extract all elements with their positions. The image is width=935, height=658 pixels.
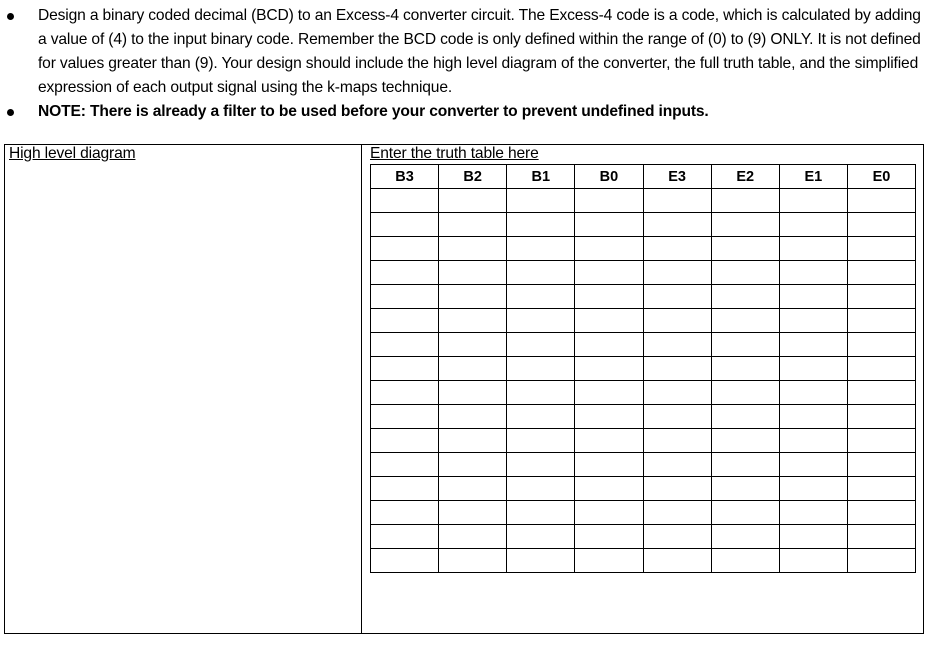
truth-table-cell-e3[interactable] [643, 261, 711, 285]
header-b0: B0 [575, 165, 643, 189]
bullet-dot-icon [7, 13, 14, 20]
truth-table-cell-b0[interactable] [575, 189, 643, 213]
truth-table-cell-b1[interactable] [507, 429, 575, 453]
truth-table-title: Enter the truth table here [370, 145, 539, 162]
truth-table-cell-e3[interactable] [643, 525, 711, 549]
bullet-dot-icon [7, 109, 14, 116]
truth-table-cell-b1[interactable] [507, 237, 575, 261]
truth-table-cell-e2[interactable] [711, 381, 779, 405]
truth-table-cell-b0[interactable] [575, 333, 643, 357]
truth-table-cell-e0[interactable] [847, 405, 915, 429]
truth-table-cell [362, 145, 924, 634]
truth-table-cell-b0[interactable] [575, 213, 643, 237]
truth-table-cell-e0[interactable] [847, 429, 915, 453]
truth-table-cell-e0[interactable] [847, 381, 915, 405]
truth-table-cell-b1[interactable] [507, 549, 575, 573]
truth-table-cell-e2[interactable] [711, 237, 779, 261]
truth-table [370, 164, 916, 573]
truth-table-cell-b0[interactable] [575, 357, 643, 381]
truth-table-cell-b2[interactable] [439, 237, 507, 261]
truth-table-cell-b0[interactable] [575, 453, 643, 477]
truth-table-cell-e0[interactable] [847, 501, 915, 525]
truth-table-cell-e0[interactable] [847, 477, 915, 501]
truth-table-cell-e2[interactable] [711, 285, 779, 309]
table-row [371, 525, 916, 549]
truth-table-cell-e0[interactable] [847, 525, 915, 549]
truth-table-cell-b3[interactable] [371, 453, 439, 477]
truth-table-cell-b2[interactable] [439, 285, 507, 309]
truth-table-cell-b1[interactable] [507, 309, 575, 333]
truth-table-cell-e0[interactable] [847, 453, 915, 477]
table-row [371, 261, 916, 285]
header-e0: E0 [847, 165, 915, 189]
header-e1: E1 [779, 165, 847, 189]
truth-table-cell-b3[interactable] [371, 285, 439, 309]
truth-table-cell-b0[interactable] [575, 405, 643, 429]
truth-table-cell-b0[interactable] [575, 309, 643, 333]
truth-table-cell-b2[interactable] [439, 453, 507, 477]
truth-table-cell-b2[interactable] [439, 429, 507, 453]
truth-table-cell-b3[interactable] [371, 357, 439, 381]
truth-table-cell-e0[interactable] [847, 237, 915, 261]
table-row [371, 429, 916, 453]
instruction-item-design [0, 4, 935, 100]
truth-table-cell-e1[interactable] [779, 357, 847, 381]
truth-table-cell-e0[interactable] [847, 549, 915, 573]
truth-table-cell-b2[interactable] [439, 477, 507, 501]
table-row [371, 213, 916, 237]
truth-table-cell-e2[interactable] [711, 477, 779, 501]
truth-table-cell-e2[interactable] [711, 189, 779, 213]
truth-table-cell-e2[interactable] [711, 405, 779, 429]
header-e2: E2 [711, 165, 779, 189]
table-row [371, 453, 916, 477]
truth-table-cell-e0[interactable] [847, 309, 915, 333]
truth-table-cell-e2[interactable] [711, 357, 779, 381]
truth-table-cell-e1[interactable] [779, 405, 847, 429]
truth-table-cell-e3[interactable] [643, 549, 711, 573]
truth-table-cell-b1[interactable] [507, 405, 575, 429]
truth-table-cell-e3[interactable] [643, 405, 711, 429]
instruction-item-note [0, 100, 935, 124]
header-b3: B3 [371, 165, 439, 189]
truth-table-cell-e3[interactable] [643, 309, 711, 333]
table-row [371, 477, 916, 501]
truth-table-cell-e3[interactable] [643, 333, 711, 357]
truth-table-cell-b1[interactable] [507, 261, 575, 285]
truth-table-cell-e0[interactable] [847, 261, 915, 285]
table-row [371, 357, 916, 381]
truth-table-cell-b3[interactable] [371, 549, 439, 573]
truth-table-cell-e2[interactable] [711, 261, 779, 285]
table-row [371, 333, 916, 357]
truth-table-cell-b0[interactable] [575, 261, 643, 285]
truth-table-cell-e1[interactable] [779, 477, 847, 501]
truth-table-cell-e1[interactable] [779, 549, 847, 573]
truth-table-cell-e2[interactable] [711, 309, 779, 333]
truth-table-cell-b2[interactable] [439, 357, 507, 381]
header-e3: E3 [643, 165, 711, 189]
truth-table-cell-e1[interactable] [779, 237, 847, 261]
truth-table-cell-e2[interactable] [711, 453, 779, 477]
truth-table-cell-e1[interactable] [779, 381, 847, 405]
truth-table-cell-e0[interactable] [847, 189, 915, 213]
truth-table-cell-b1[interactable] [507, 333, 575, 357]
truth-table-cell-e0[interactable] [847, 333, 915, 357]
truth-table-cell-b2[interactable] [439, 501, 507, 525]
table-row [371, 405, 916, 429]
truth-table-cell-b0[interactable] [575, 501, 643, 525]
truth-table-cell-b1[interactable] [507, 381, 575, 405]
truth-table-cell-e1[interactable] [779, 429, 847, 453]
truth-table-cell-b1[interactable] [507, 357, 575, 381]
truth-table-cell-e2[interactable] [711, 213, 779, 237]
truth-table-cell-e1[interactable] [779, 453, 847, 477]
truth-table-cell-b2[interactable] [439, 525, 507, 549]
truth-table-cell-b2[interactable] [439, 261, 507, 285]
truth-table-cell-e2[interactable] [711, 549, 779, 573]
header-b1: B1 [507, 165, 575, 189]
truth-table-cell-e2[interactable] [711, 333, 779, 357]
truth-table-cell-b2[interactable] [439, 213, 507, 237]
truth-table-cell-e3[interactable] [643, 237, 711, 261]
truth-table-cell-e3[interactable] [643, 381, 711, 405]
truth-table-cell-b0[interactable] [575, 237, 643, 261]
truth-table-cell-b1[interactable] [507, 285, 575, 309]
truth-table-cell-b3[interactable] [371, 525, 439, 549]
truth-table-cell-b1[interactable] [507, 189, 575, 213]
truth-table-cell-b2[interactable] [439, 189, 507, 213]
truth-table-cell-e1[interactable] [779, 501, 847, 525]
truth-table-cell-e1[interactable] [779, 261, 847, 285]
high-level-diagram-title: High level diagram [9, 145, 136, 162]
table-row [371, 189, 916, 213]
truth-table-cell-e3[interactable] [643, 189, 711, 213]
truth-table-cell-b2[interactable] [439, 381, 507, 405]
truth-table-cell-e2[interactable] [711, 429, 779, 453]
table-row [371, 381, 916, 405]
truth-table-cell-e2[interactable] [711, 501, 779, 525]
truth-table-cell-e1[interactable] [779, 309, 847, 333]
truth-table-cell-b3[interactable] [371, 501, 439, 525]
truth-table-cell-e3[interactable] [643, 501, 711, 525]
truth-table-cell-b3[interactable] [371, 213, 439, 237]
table-row [371, 549, 916, 573]
truth-table-cell-e3[interactable] [643, 357, 711, 381]
truth-table-cell-b3[interactable] [371, 261, 439, 285]
truth-table-cell-b3[interactable] [371, 405, 439, 429]
truth-table-cell-e1[interactable] [779, 285, 847, 309]
truth-table-cell-e1[interactable] [779, 213, 847, 237]
truth-table-cell-b3[interactable] [371, 309, 439, 333]
instruction-text-note: NOTE: There is already a filter to be used before your converter to prevent undefined inputs. [38, 103, 709, 120]
truth-table-cell-b1[interactable] [507, 525, 575, 549]
truth-table-cell-b3[interactable] [371, 381, 439, 405]
instruction-text-design: Design a binary coded decimal (BCD) to an Excess-4 converter circuit. The Excess-4 code is a code, which is calculated by adding a value of (4) to the input binary code. Remember the BCD code is only defined within the range of (0) to (9) ONLY. It is not defined for values greater than (9). Your design should include the high level diagram of the converter, the full truth table, and the simplified expression of each output signal using the k-maps technique. [38, 7, 921, 96]
table-row [371, 237, 916, 261]
truth-table-cell-b3[interactable] [371, 429, 439, 453]
truth-table-cell-b0[interactable] [575, 525, 643, 549]
truth-table-cell-e3[interactable] [643, 213, 711, 237]
truth-table-body [371, 189, 916, 573]
truth-table-cell-b1[interactable] [507, 477, 575, 501]
truth-table-cell-b0[interactable] [575, 429, 643, 453]
truth-table-cell-e1[interactable] [779, 525, 847, 549]
truth-table-cell-b1[interactable] [507, 213, 575, 237]
truth-table-cell-e0[interactable] [847, 357, 915, 381]
truth-table-cell-e1[interactable] [779, 333, 847, 357]
high-level-diagram-cell[interactable] [5, 145, 362, 634]
truth-table-cell-b3[interactable] [371, 477, 439, 501]
truth-table-cell-b0[interactable] [575, 285, 643, 309]
table-row [371, 501, 916, 525]
header-b2: B2 [439, 165, 507, 189]
truth-table-cell-b3[interactable] [371, 189, 439, 213]
truth-table-cell-b0[interactable] [575, 477, 643, 501]
truth-table-cell-e3[interactable] [643, 477, 711, 501]
truth-table-cell-b2[interactable] [439, 333, 507, 357]
truth-table-cell-b0[interactable] [575, 549, 643, 573]
truth-table-cell-b0[interactable] [575, 381, 643, 405]
truth-table-cell-b2[interactable] [439, 549, 507, 573]
truth-table-cell-e0[interactable] [847, 213, 915, 237]
truth-table-cell-e3[interactable] [643, 285, 711, 309]
truth-table-cell-e2[interactable] [711, 525, 779, 549]
table-row [371, 285, 916, 309]
truth-table-cell-b2[interactable] [439, 405, 507, 429]
truth-table-cell-b3[interactable] [371, 333, 439, 357]
truth-table-cell-b3[interactable] [371, 237, 439, 261]
truth-table-cell-b1[interactable] [507, 501, 575, 525]
truth-table-cell-e3[interactable] [643, 453, 711, 477]
truth-table-header-row [371, 165, 916, 189]
truth-table-cell-e3[interactable] [643, 429, 711, 453]
instructions-list [0, 4, 935, 124]
truth-table-cell-b2[interactable] [439, 309, 507, 333]
truth-table-cell-b1[interactable] [507, 453, 575, 477]
table-row [371, 309, 916, 333]
truth-table-cell-e1[interactable] [779, 189, 847, 213]
answer-layout-table [4, 144, 924, 634]
truth-table-cell-e0[interactable] [847, 285, 915, 309]
